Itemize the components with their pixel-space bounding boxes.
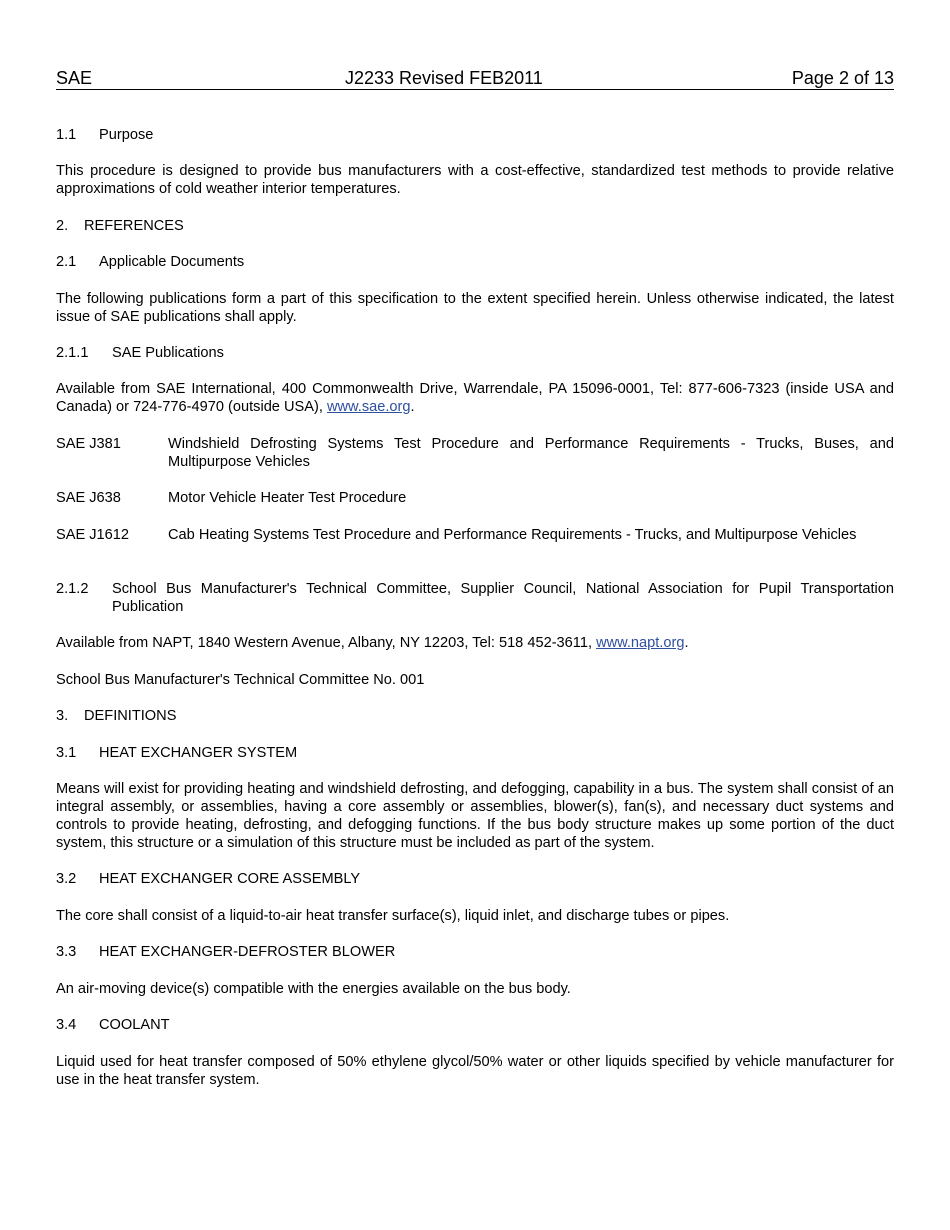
reference-item bbox=[56, 526, 894, 562]
section-heading-3: 3. DEFINITIONS bbox=[56, 708, 177, 724]
header-org: SAE bbox=[56, 68, 93, 88]
sae-website-link[interactable]: www.sae.org bbox=[326, 399, 411, 415]
committee-document-reference: School Bus Manufacturer's Technical Committee No. 001 bbox=[56, 672, 425, 688]
section-heading-3-4: 3.4 COOLANT bbox=[56, 1017, 170, 1033]
reference-item bbox=[56, 489, 894, 507]
reference-code: SAE J638 bbox=[56, 490, 121, 506]
purpose-paragraph: This procedure is designed to provide bus manufacturers with a cost-effective, standardized test methods to provide relative approximations of cold weather interior temperatures. bbox=[56, 163, 894, 197]
reference-title: Motor Vehicle Heater Test Procedure bbox=[168, 490, 407, 506]
napt-availability-paragraph: Available from NAPT, 1840 Western Avenue, Albany, NY 12203, Tel: 518 452-3611, www.napt.org. bbox=[56, 635, 689, 651]
section-heading-1-1: 1.1 Purpose bbox=[56, 127, 154, 143]
reference-title: Windshield Defrosting Systems Test Procedure and Performance Requirements - Trucks, Buses, and Multipurpose Vehicles bbox=[168, 436, 894, 470]
reference-code: SAE J1612 bbox=[56, 527, 130, 543]
section-heading-3-1: 3.1 HEAT EXCHANGER SYSTEM bbox=[56, 745, 298, 761]
core-assembly-paragraph: The core shall consist of a liquid-to-air heat transfer surface(s), liquid inlet, and discharge tubes or pipes. bbox=[56, 908, 730, 924]
section-heading-2-1-1: 2.1.1 SAE Publications bbox=[56, 345, 224, 361]
page-header bbox=[56, 67, 894, 90]
coolant-paragraph: Liquid used for heat transfer composed of 50% ethylene glycol/50% water or other liquids specified by vehicle manufacturer for use in the heat transfer system. bbox=[56, 1054, 894, 1088]
section-heading-2-1: 2.1 Applicable Documents bbox=[56, 254, 245, 270]
header-doc-id: J2233 Revised FEB2011 bbox=[345, 68, 543, 88]
header-page-number: Page 2 of 13 bbox=[791, 68, 894, 88]
section-heading-3-3: 3.3 HEAT EXCHANGER-DEFROSTER BLOWER bbox=[56, 944, 396, 960]
section-heading-3-2: 3.2 HEAT EXCHANGER CORE ASSEMBLY bbox=[56, 871, 361, 887]
section-heading-2: 2. REFERENCES bbox=[56, 218, 184, 234]
blower-paragraph: An air-moving device(s) compatible with the energies available on the bus body. bbox=[56, 981, 571, 997]
sae-availability-paragraph: Available from SAE International, 400 Commonwealth Drive, Warrendale, PA 15096-0001, Tel: 877-606-7323 (inside USA and Canada) or 724-776-4970 (outside USA), www.sae.org. bbox=[56, 381, 894, 415]
heat-exchanger-system-paragraph: Means will exist for providing heating and windshield defrosting, and defogging, capability in a bus. The system shall consist of an integral assembly, or assemblies, having a core assembly or assemblies, blower(s), fan(s), and necessary duct systems and controls to provide heating, defrosting, and defogging functions. If the bus body structure makes up some portion of the duct system, this structure or a simulation of this structure must be included as part of the system. bbox=[56, 781, 894, 851]
napt-website-link[interactable]: www.napt.org bbox=[596, 635, 685, 651]
reference-code: SAE J381 bbox=[56, 436, 121, 452]
section-heading-2-1-2: 2.1.2 School Bus Manufacturer's Technical Committee, Supplier Council, National Association for Pupil Transportation Publication bbox=[56, 581, 894, 615]
applicable-documents-paragraph: The following publications form a part of this specification to the extent specified herein. Unless otherwise indicated, the latest issue of SAE publications shall apply. bbox=[56, 291, 894, 325]
reference-item bbox=[56, 435, 894, 471]
reference-title: Cab Heating Systems Test Procedure and Performance Requirements - Trucks, and Multipurpose Vehicles bbox=[168, 527, 857, 543]
